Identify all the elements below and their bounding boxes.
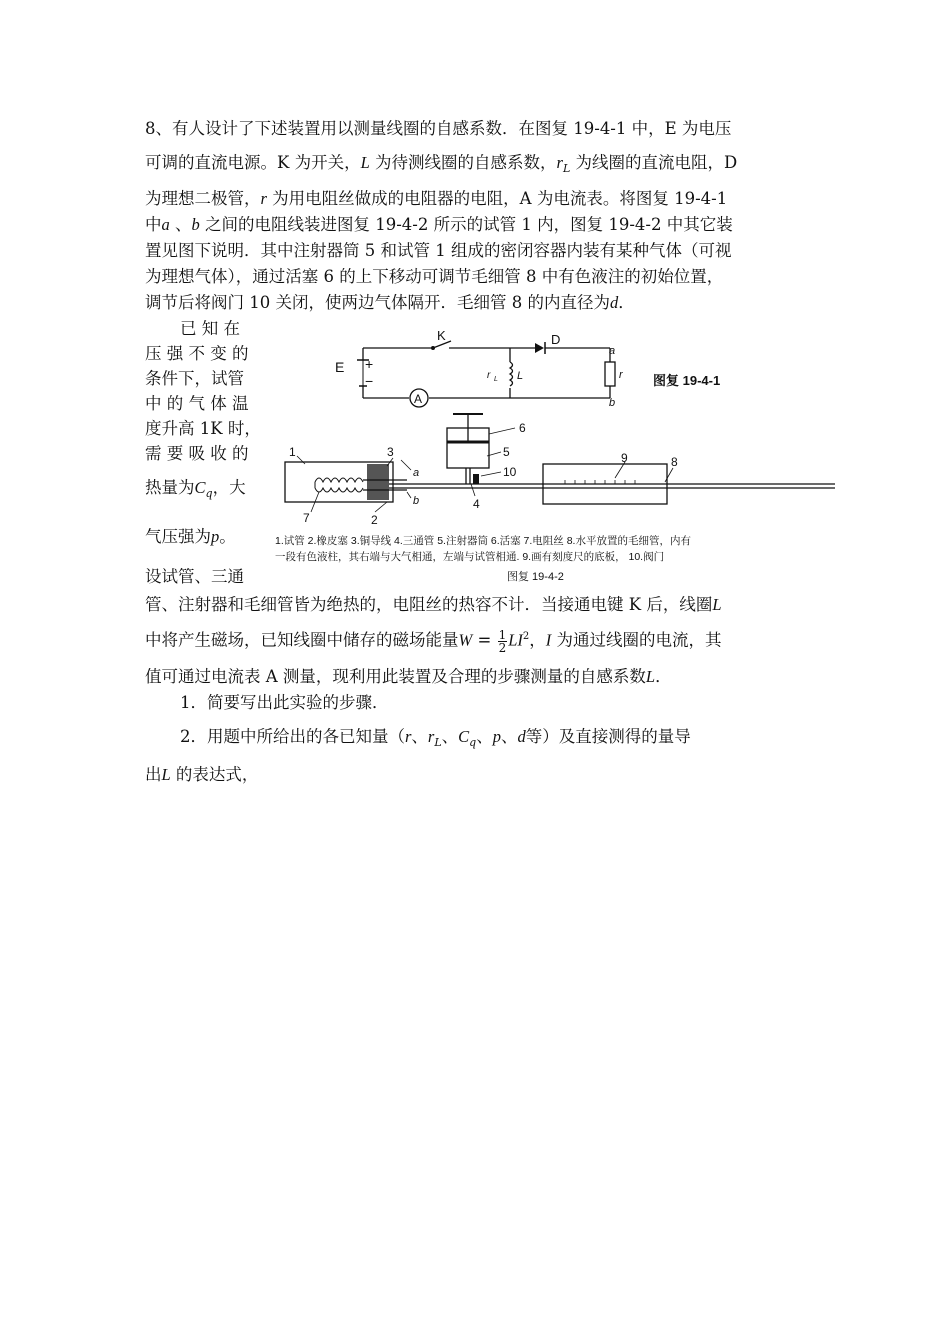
- text-line-7: 调节后将阀门 10 关闭，使两边气体隔开．毛细管 8 的内直径为d．: [145, 293, 635, 312]
- figure2-legend-1: 1.试管 2.橡皮塞 3.铜导线 4.三通管 5.注射器筒 6.活塞 7.电阻丝 8.水平放置的毛细管，内有: [275, 535, 691, 547]
- side-line-2: 压 强 不 变 的: [145, 344, 249, 363]
- label-1: 1: [289, 445, 296, 459]
- text-line-6: 为理想气体），通过活塞 6 的上下移动可调节毛细管 8 中有色液注的初始位置，: [145, 267, 724, 286]
- text-line-9: 中将产生磁场，已知线圈中储存的磁场能量W = $\frac{1}{2}$ $LI^2$，I 为通过线圈的电流，其: [145, 627, 722, 655]
- label-plus: +: [365, 356, 374, 372]
- side-line-9: 设试管、三通: [145, 567, 244, 586]
- text-line-2: 可调的直流电源。K 为开关，L 为待测线圈的自感系数，$r_L$ 为线圈的直流电阻，D: [145, 153, 738, 175]
- label-D: D: [551, 332, 561, 347]
- figure2-legend-2: 一段有色液柱，其右端与大气相通，左端与试管相通. 9.画有刻度尺的底板， 10.阀门: [275, 551, 665, 563]
- label-E: E: [335, 359, 345, 375]
- text-line-3: 为理想二极管，r 为用电阻丝做成的电阻器的电阻，A 为电流表。将图复 19-4-1: [145, 189, 728, 208]
- label-3: 3: [387, 445, 394, 459]
- label-rL: r: [487, 370, 491, 381]
- side-line-5: 度升高 1K 时，: [145, 419, 261, 438]
- label-rL-sub: L: [494, 376, 498, 383]
- label-a: a: [609, 345, 616, 357]
- side-line-1: 已 知 在: [180, 319, 240, 338]
- label-A: A: [414, 392, 423, 406]
- label-2: 2: [371, 513, 378, 527]
- apparatus-diagram: [275, 412, 845, 590]
- label-a2: a: [413, 467, 420, 479]
- label-minus: −: [365, 373, 374, 389]
- fraction-half: $\frac{1}{2}$: [498, 627, 507, 655]
- label-L: L: [517, 370, 524, 382]
- rubber-stopper: [367, 464, 389, 500]
- side-line-8: 气压强为p。: [145, 527, 236, 546]
- label-10: 10: [503, 465, 517, 479]
- figure1-caption: 图复 19-4-1: [653, 373, 721, 388]
- side-line-3: 条件下，试管: [145, 369, 244, 388]
- side-line-7: 热量为$C_q$，大: [145, 478, 246, 500]
- question-1: 1．简要写出此实验的步骤．: [180, 693, 389, 712]
- text-line-4: 中a 、b 之间的电阻线装进图复 19-4-2 所示的试管 1 内，图复 19-4-2 中其它装: [145, 215, 733, 234]
- coil-symbol: [510, 362, 513, 386]
- question-2: 2．用题中所给出的各已知量（r、$r_L$、$C_q$、p、d等）及直接测得的量导: [180, 727, 691, 749]
- label-b2: b: [413, 495, 420, 507]
- label-r: r: [619, 369, 623, 381]
- circuit-diagram: [325, 328, 745, 410]
- label-b: b: [609, 397, 616, 409]
- resistor-symbol: [605, 362, 615, 386]
- text-line-5: 置见图下说明．其中注射器筒 5 和试管 1 组成的密闭容器内装有某种气体（可视: [145, 241, 732, 260]
- label-K: K: [437, 328, 446, 343]
- text-line-10: 值可通过电流表 A 测量，现利用此装置及合理的步骤测量的自感系数L．: [145, 667, 672, 686]
- text-line-8: 管、注射器和毛细管皆为绝热的，电阻丝的热容不计．当接通电键 K 后，线圈L: [145, 595, 722, 614]
- label-6: 6: [519, 421, 526, 435]
- figure2-caption: 图复 19-4-2: [507, 571, 564, 583]
- label-7: 7: [303, 511, 310, 525]
- valve: [473, 474, 479, 484]
- text-line-1: 8、有人设计了下述装置用以测量线圈的自感系数．在图复 19-4-1 中，E 为电压: [145, 119, 732, 138]
- resistance-wire: [315, 478, 363, 482]
- label-5: 5: [503, 445, 510, 459]
- question-2-cont: 出L 的表达式，: [145, 765, 259, 784]
- side-line-4: 中 的 气 体 温: [145, 394, 249, 413]
- label-9: 9: [621, 451, 628, 465]
- side-line-6: 需 要 吸 收 的: [145, 444, 249, 463]
- label-4: 4: [473, 497, 480, 511]
- label-8: 8: [671, 455, 678, 469]
- diode-symbol: [535, 343, 544, 353]
